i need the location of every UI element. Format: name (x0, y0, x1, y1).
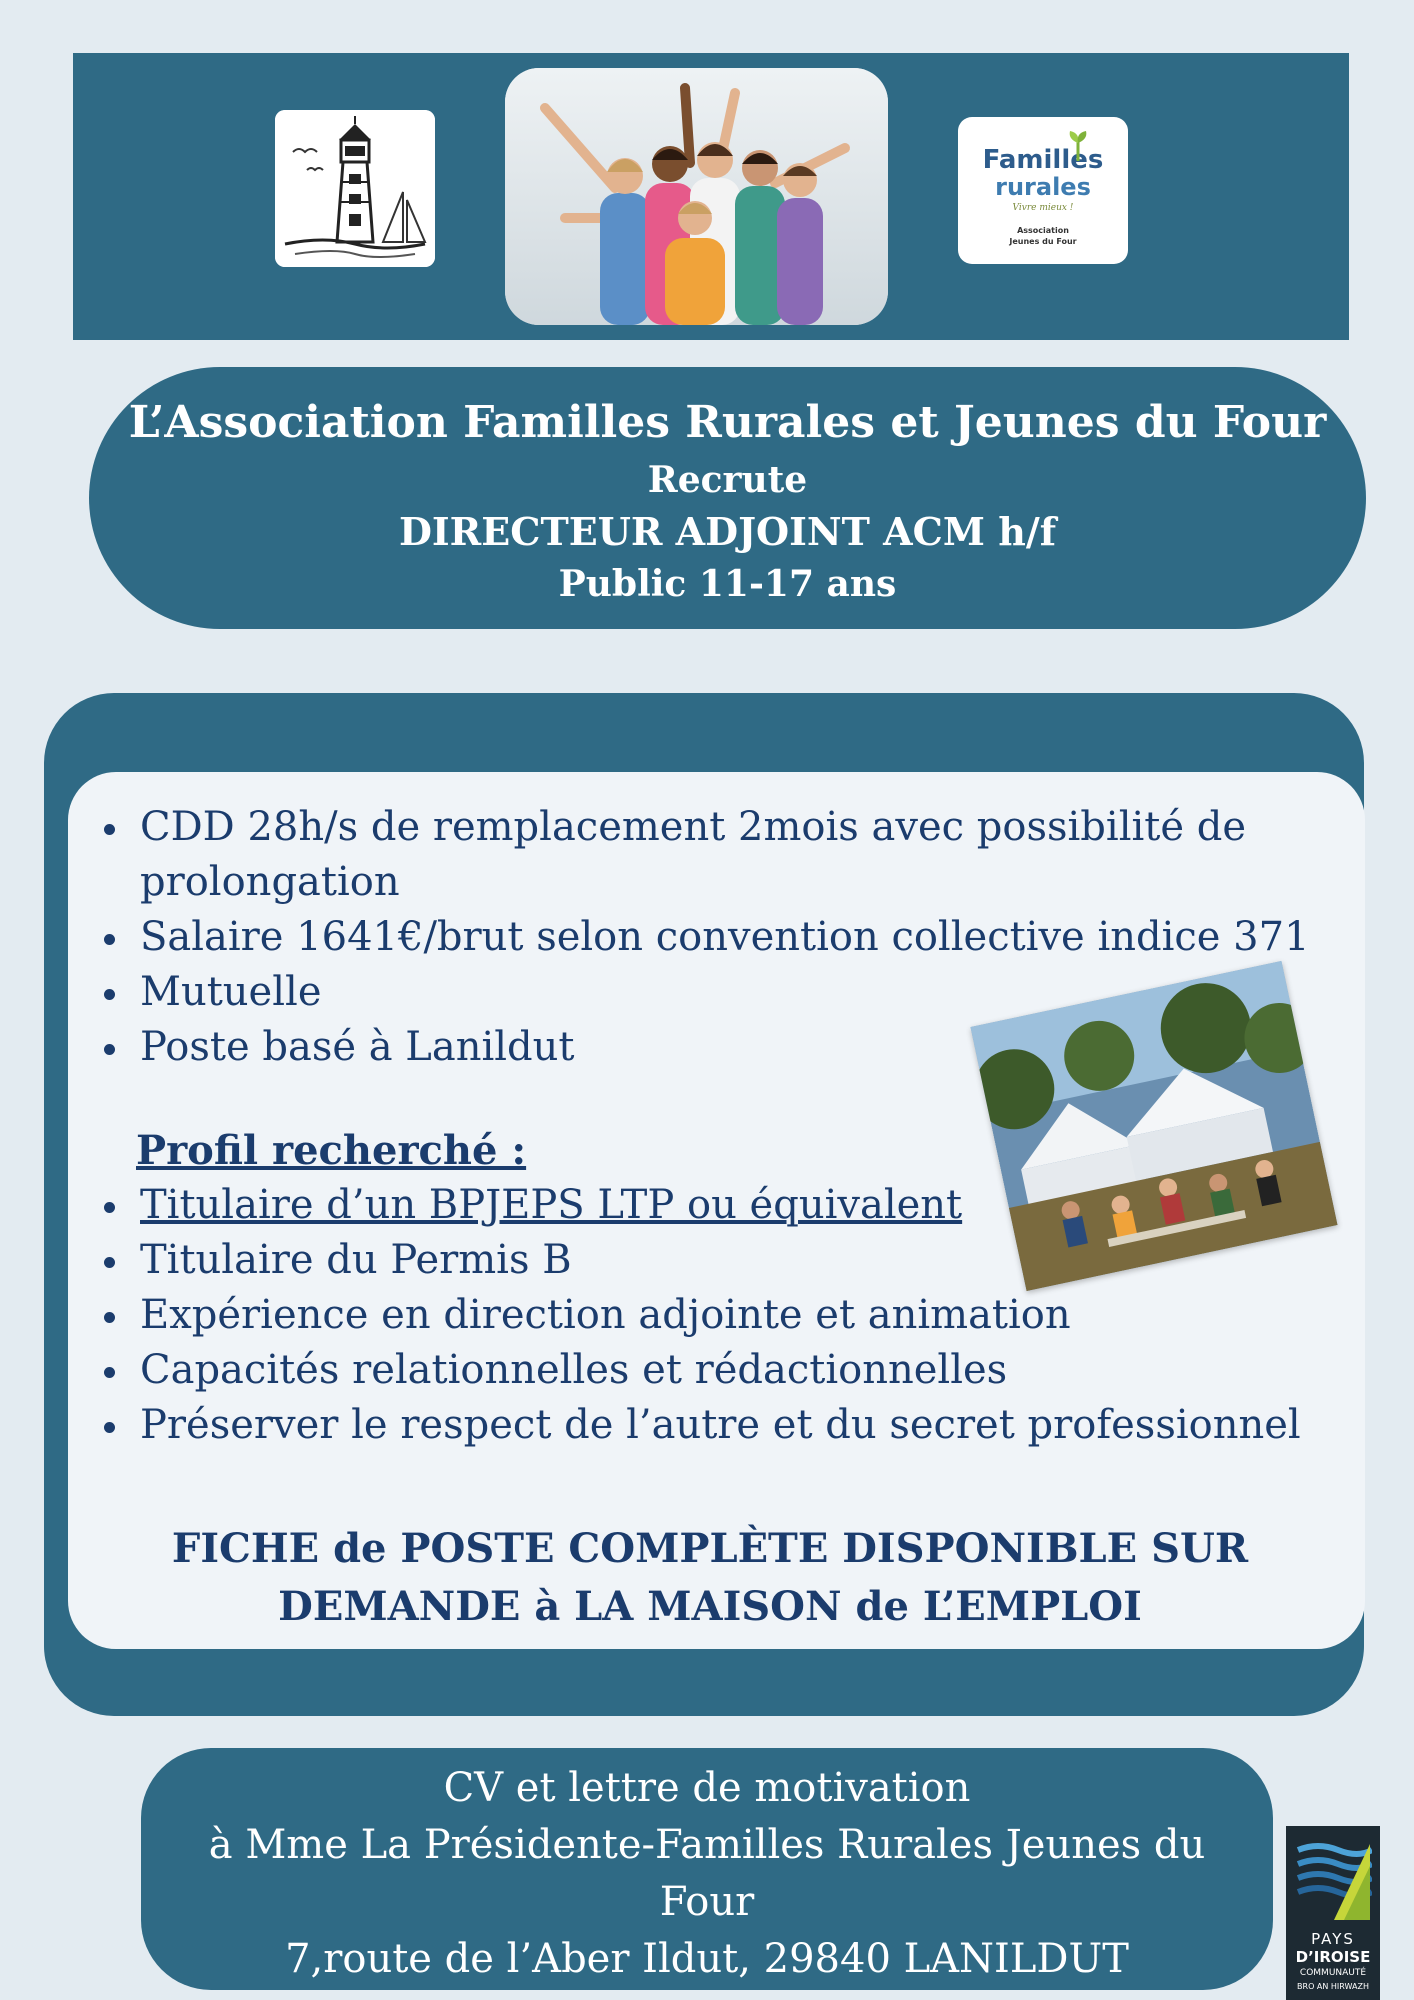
list-item: Poste basé à Lanildut (100, 1020, 1350, 1075)
logo-fr-assoc: Association Jeunes du Four (1009, 226, 1077, 246)
list-item: Expérience en direction adjointe et animation (100, 1288, 1350, 1343)
familles-rurales-logo (958, 117, 1128, 264)
profile-heading: Profil recherché : (136, 1127, 527, 1174)
leaf-icon (1066, 131, 1090, 161)
contact-line3: Four (659, 1879, 755, 1925)
iroise-emblem-icon (1294, 1840, 1372, 1922)
list-item: Préserver le respect de l’autre et du secret professionnel (100, 1398, 1350, 1453)
pays-iroise-logo (1286, 1826, 1380, 2000)
title-public: Public 11-17 ans (558, 563, 897, 605)
fiche-line1: FICHE de POSTE COMPLÈTE DISPONIBLE SUR (171, 1525, 1249, 1572)
title-block (89, 367, 1366, 629)
contact-block (141, 1748, 1273, 1990)
list-item: Mutuelle (100, 965, 1350, 1020)
lighthouse-icon (275, 110, 435, 267)
iroise-line1: PAYS (1311, 1930, 1355, 1948)
logo-fr-line2: rurales (995, 173, 1091, 201)
iroise-line4: BRO AN HIRWAZH (1297, 1982, 1369, 1991)
contact-line1: CV et lettre de motivation (443, 1765, 971, 1811)
happy-group-image (505, 68, 888, 325)
fiche-line2: DEMANDE à LA MAISON de L’EMPLOI (278, 1583, 1142, 1630)
list-item: Salaire 1641€/brut selon convention collective indice 371 (100, 910, 1350, 965)
logo-fr-line1: Familles (982, 145, 1104, 175)
profile-item-diploma: Titulaire d’un BPJEPS LTP ou équivalent (140, 1182, 963, 1228)
group-photo (505, 68, 888, 325)
iroise-line3: COMMUNAUTÉ (1299, 1968, 1367, 1978)
list-item: Capacités relationnelles et rédactionnelles (100, 1343, 1350, 1398)
title-recrute: Recrute (647, 459, 808, 501)
contact-line2: à Mme La Présidente-Familles Rurales Jeunes du (208, 1822, 1206, 1868)
iroise-line2: D’IROISE (1295, 1948, 1371, 1966)
fiche-notice (120, 1520, 1300, 1636)
list-item: CDD 28h/s de remplacement 2mois avec possibilité de prolongation (100, 800, 1290, 910)
title-job: DIRECTEUR ADJOINT ACM h/f (398, 509, 1057, 554)
contact-address: 7,route de l’Aber Ildut, 29840 LANILDUT (285, 1936, 1129, 1982)
title-association: L’Association Familles Rurales et Jeunes du Four (128, 397, 1327, 448)
list-item: Titulaire du Permis B (100, 1233, 1350, 1288)
logo-fr-tagline: Vivre mieux ! (1012, 203, 1074, 213)
lighthouse-logo (275, 110, 435, 267)
